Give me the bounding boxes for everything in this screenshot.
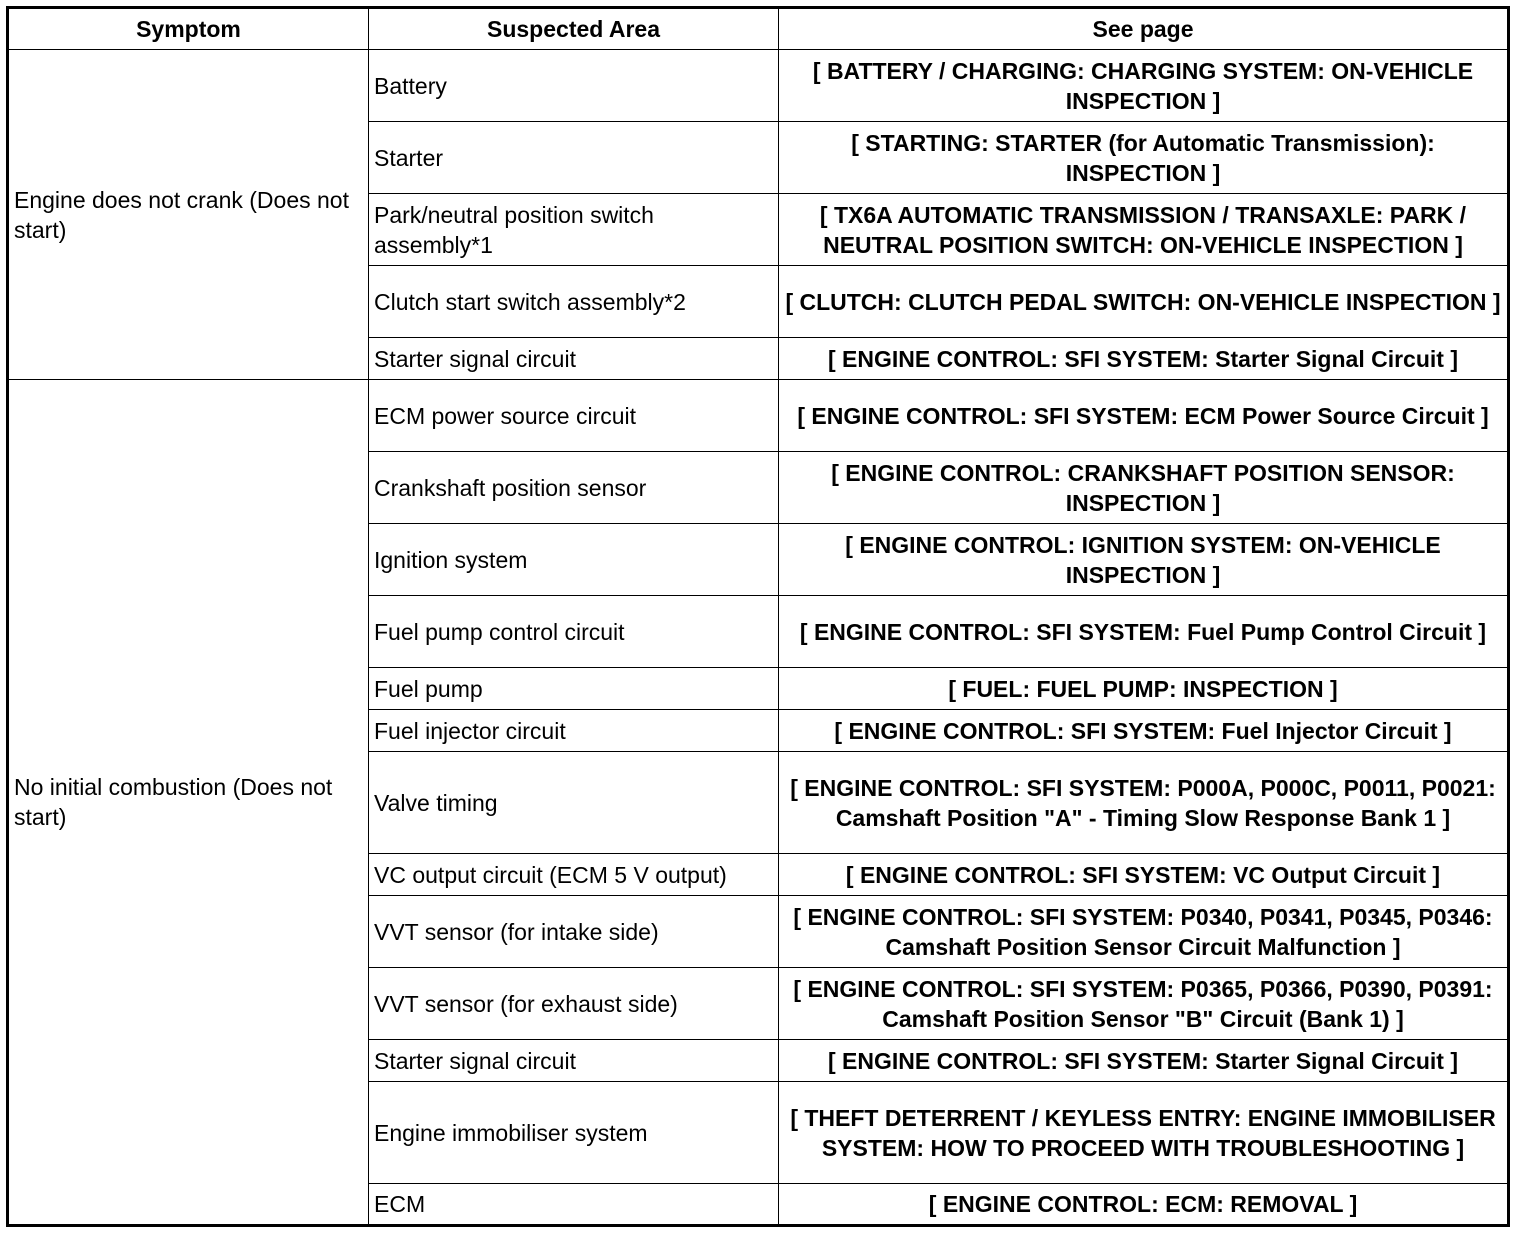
see-page-cell: [ ENGINE CONTROL: SFI SYSTEM: ECM Power Source Circuit ] — [779, 380, 1509, 452]
symptom-cell: Engine does not crank (Does not start) — [8, 50, 369, 380]
see-page-cell: [ STARTING: STARTER (for Automatic Transmission): INSPECTION ] — [779, 122, 1509, 194]
see-page-cell: [ CLUTCH: CLUTCH PEDAL SWITCH: ON-VEHICLE INSPECTION ] — [779, 266, 1509, 338]
symptom-table — [6, 6, 1510, 1227]
suspected-area-cell: Fuel pump control circuit — [369, 596, 779, 668]
suspected-area-cell: Valve timing — [369, 752, 779, 854]
see-page-cell: [ THEFT DETERRENT / KEYLESS ENTRY: ENGINE IMMOBILISER SYSTEM: HOW TO PROCEED WITH TROUBLESHOOTING ] — [779, 1082, 1509, 1184]
suspected-area-cell: Ignition system — [369, 524, 779, 596]
suspected-area-cell: ECM — [369, 1184, 779, 1226]
suspected-area-cell: Crankshaft position sensor — [369, 452, 779, 524]
see-page-cell: [ ENGINE CONTROL: SFI SYSTEM: P0365, P0366, P0390, P0391: Camshaft Position Sensor "B" Circuit (Bank 1) ] — [779, 968, 1509, 1040]
see-page-cell: [ BATTERY / CHARGING: CHARGING SYSTEM: ON-VEHICLE INSPECTION ] — [779, 50, 1509, 122]
suspected-area-cell: ECM power source circuit — [369, 380, 779, 452]
suspected-area-cell: Starter signal circuit — [369, 1040, 779, 1082]
header-symptom: Symptom — [8, 8, 369, 50]
see-page-cell: [ ENGINE CONTROL: SFI SYSTEM: Fuel Injector Circuit ] — [779, 710, 1509, 752]
suspected-area-cell: Fuel pump — [369, 668, 779, 710]
see-page-cell: [ ENGINE CONTROL: CRANKSHAFT POSITION SENSOR: INSPECTION ] — [779, 452, 1509, 524]
suspected-area-cell: VVT sensor (for intake side) — [369, 896, 779, 968]
header-row — [8, 8, 1509, 50]
suspected-area-cell: VVT sensor (for exhaust side) — [369, 968, 779, 1040]
see-page-cell: [ TX6A AUTOMATIC TRANSMISSION / TRANSAXLE: PARK / NEUTRAL POSITION SWITCH: ON-VEHICLE INSPECTION ] — [779, 194, 1509, 266]
see-page-cell: [ ENGINE CONTROL: SFI SYSTEM: P000A, P000C, P0011, P0021: Camshaft Position "A" - Timing Slow Response Bank 1 ] — [779, 752, 1509, 854]
suspected-area-cell: VC output circuit (ECM 5 V output) — [369, 854, 779, 896]
see-page-cell: [ ENGINE CONTROL: SFI SYSTEM: Fuel Pump Control Circuit ] — [779, 596, 1509, 668]
table-row — [8, 380, 1509, 452]
suspected-area-cell: Starter — [369, 122, 779, 194]
see-page-cell: [ ENGINE CONTROL: ECM: REMOVAL ] — [779, 1184, 1509, 1226]
see-page-cell: [ ENGINE CONTROL: SFI SYSTEM: P0340, P0341, P0345, P0346: Camshaft Position Sensor Circuit Malfunction ] — [779, 896, 1509, 968]
see-page-cell: [ ENGINE CONTROL: IGNITION SYSTEM: ON-VEHICLE INSPECTION ] — [779, 524, 1509, 596]
see-page-cell: [ FUEL: FUEL PUMP: INSPECTION ] — [779, 668, 1509, 710]
suspected-area-cell: Battery — [369, 50, 779, 122]
table-row — [8, 50, 1509, 122]
symptom-cell: No initial combustion (Does not start) — [8, 380, 369, 1226]
suspected-area-cell: Starter signal circuit — [369, 338, 779, 380]
header-suspected-area: Suspected Area — [369, 8, 779, 50]
see-page-cell: [ ENGINE CONTROL: SFI SYSTEM: VC Output Circuit ] — [779, 854, 1509, 896]
see-page-cell: [ ENGINE CONTROL: SFI SYSTEM: Starter Signal Circuit ] — [779, 1040, 1509, 1082]
suspected-area-cell: Clutch start switch assembly*2 — [369, 266, 779, 338]
suspected-area-cell: Engine immobiliser system — [369, 1082, 779, 1184]
header-see-page: See page — [779, 8, 1509, 50]
suspected-area-cell: Fuel injector circuit — [369, 710, 779, 752]
see-page-cell: [ ENGINE CONTROL: SFI SYSTEM: Starter Signal Circuit ] — [779, 338, 1509, 380]
suspected-area-cell: Park/neutral position switch assembly*1 — [369, 194, 779, 266]
